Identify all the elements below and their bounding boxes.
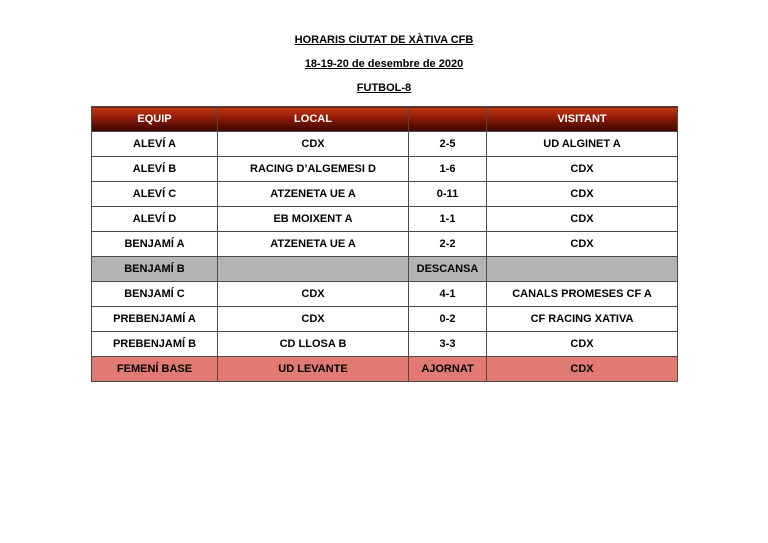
cell-equip: PREBENJAMÍ B — [92, 332, 218, 357]
table-row-rest — [92, 257, 678, 282]
column-header-visitant: VISITANT — [487, 107, 678, 132]
cell-local: CD LLOSA B — [218, 332, 409, 357]
cell-result: 2-2 — [409, 232, 487, 257]
cell-result: DESCANSA — [409, 257, 487, 282]
cell-local: RACING D’ALGEMESI D — [218, 157, 409, 182]
table-row — [92, 157, 678, 182]
table-row — [92, 282, 678, 307]
cell-equip: PREBENJAMÍ A — [92, 307, 218, 332]
document-title: HORARIS CIUTAT DE XÀTIVA CFB — [294, 34, 474, 46]
cell-local: EB MOIXENT A — [218, 207, 409, 232]
cell-local: CDX — [218, 132, 409, 157]
cell-local: UD LEVANTE — [218, 357, 409, 382]
table-row — [92, 332, 678, 357]
table-header-row — [92, 107, 678, 132]
cell-local: ATZENETA UE A — [218, 182, 409, 207]
cell-visitant: CDX — [487, 157, 678, 182]
cell-visitant: UD ALGINET A — [487, 132, 678, 157]
document-category: FUTBOL-8 — [356, 82, 412, 94]
table-row — [92, 307, 678, 332]
cell-local — [218, 257, 409, 282]
table-row — [92, 132, 678, 157]
cell-result: 1-6 — [409, 157, 487, 182]
cell-visitant — [487, 257, 678, 282]
table-row — [92, 182, 678, 207]
table-row-postponed — [92, 357, 678, 382]
column-header-result — [409, 107, 487, 132]
schedule-table — [91, 106, 678, 382]
cell-result: 4-1 — [409, 282, 487, 307]
column-header-equip: EQUIP — [92, 107, 218, 132]
cell-visitant: CDX — [487, 332, 678, 357]
cell-equip: ALEVÍ A — [92, 132, 218, 157]
cell-local: ATZENETA UE A — [218, 232, 409, 257]
cell-result: 0-11 — [409, 182, 487, 207]
cell-visitant: CDX — [487, 207, 678, 232]
cell-visitant: CDX — [487, 232, 678, 257]
cell-equip: BENJAMÍ A — [92, 232, 218, 257]
cell-equip: FEMENÍ BASE — [92, 357, 218, 382]
cell-equip: BENJAMÍ C — [92, 282, 218, 307]
cell-equip: ALEVÍ B — [92, 157, 218, 182]
cell-result: 1-1 — [409, 207, 487, 232]
document-dates: 18-19-20 de desembre de 2020 — [304, 58, 464, 70]
cell-local: CDX — [218, 307, 409, 332]
cell-result: 3-3 — [409, 332, 487, 357]
cell-equip: ALEVÍ C — [92, 182, 218, 207]
table-row — [92, 232, 678, 257]
cell-visitant: CDX — [487, 182, 678, 207]
cell-visitant: CDX — [487, 357, 678, 382]
column-header-local: LOCAL — [218, 107, 409, 132]
cell-equip: ALEVÍ D — [92, 207, 218, 232]
cell-result: 2-5 — [409, 132, 487, 157]
table-row — [92, 207, 678, 232]
cell-visitant: CF RACING XATIVA — [487, 307, 678, 332]
cell-equip: BENJAMÍ B — [92, 257, 218, 282]
cell-local: CDX — [218, 282, 409, 307]
cell-visitant: CANALS PROMESES CF A — [487, 282, 678, 307]
cell-result: AJORNAT — [409, 357, 487, 382]
cell-result: 0-2 — [409, 307, 487, 332]
